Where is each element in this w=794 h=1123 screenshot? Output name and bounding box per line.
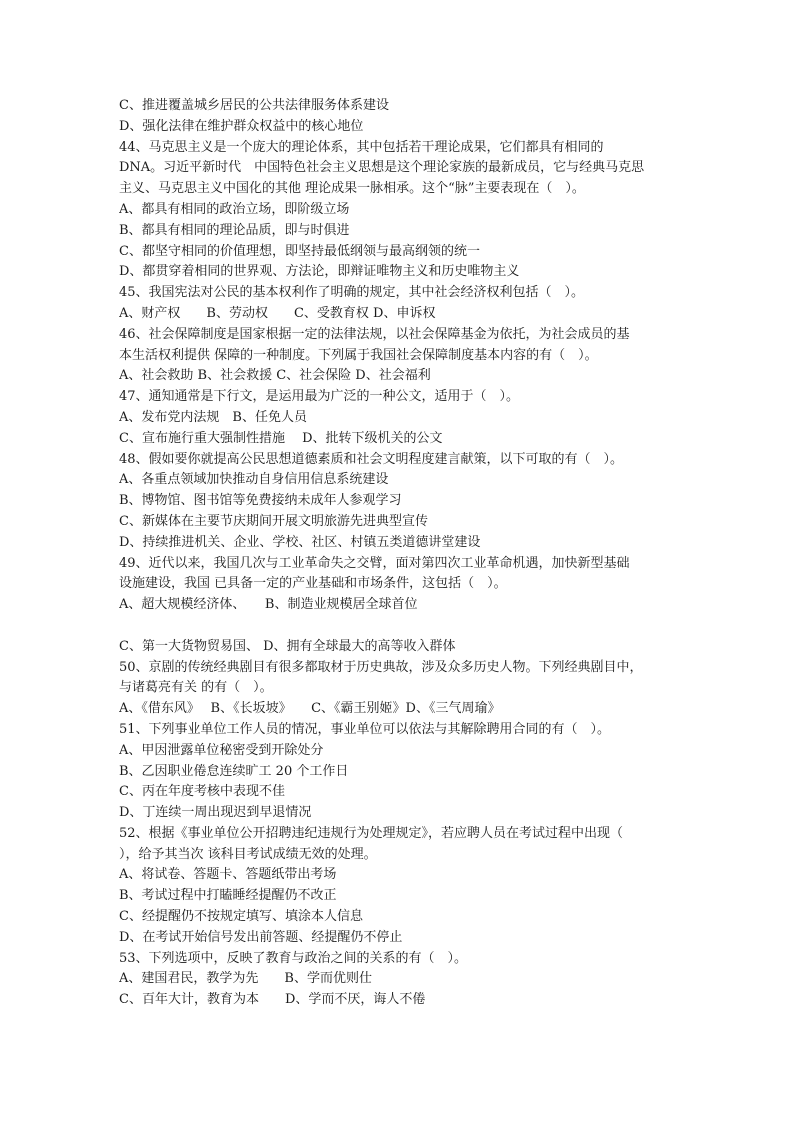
text-line: 设施建设，我国 已具备一定的产业基础和市场条件，这包括（ ）。 [119, 576, 507, 592]
text-line: 46、社会保障制度是国家根据一定的法律法规，以社会保障基金为依托，为社会成员的基 [119, 326, 630, 342]
text-line: B、乙因职业倦怠连续旷工 20 个工作日 [119, 763, 349, 779]
text-line: 52、根据《事业单位公开招聘违纪违规行为处理规定》，若应聘人员在考试过程中出现（ [119, 825, 624, 841]
text-line: A、社会救助 B、社会救援 C、社会保险 D、社会福利 [119, 368, 431, 384]
text-line: A、各重点领域加快推动自身信用信息系统建设 [119, 472, 389, 488]
text-line: D、强化法律在维护群众权益中的核心地位 [119, 118, 364, 134]
text-line: B、考试过程中打瞌睡经提醒仍不改正 [119, 888, 337, 904]
text-line: 51、下列事业单位工作人员的情况，事业单位可以依法与其解除聘用合同的有（ ）。 [119, 721, 611, 737]
text-line: D、持续推进机关、企业、学校、社区、村镇五类道德讲堂建设 [119, 534, 481, 550]
text-line: A、发布党内法规 B、任免人员 [119, 409, 307, 425]
text-line: ），给予其当次 该科目考试成绩无效的处理。 [119, 846, 377, 862]
text-line: DNA。习近平新时代 中国特色社会主义思想是这个理论家族的最新成员，它与经典马克思 [119, 160, 645, 176]
text-line: 53、下列选项中，反映了教育与政治之间的关系的有（ ）。 [119, 950, 468, 966]
text-line: 本生活权利提供 保障的一种制度。下列属于我国社会保障制度基本内容的有（ ）。 [119, 347, 598, 363]
text-line: 44、马克思主义是一个庞大的理论体系，其中包括若干理论成果，它们都具有相同的 [119, 139, 604, 155]
document-body [119, 96, 679, 1011]
text-line: B、博物馆、图书馆等免费接纳未成年人参观学习 [119, 493, 402, 509]
text-line: 与诸葛亮有关 的有（ ）。 [119, 680, 273, 696]
text-line: D、在考试开始信号发出前答题、经提醒仍不停止 [119, 929, 403, 945]
text-line: 50、京剧的传统经典剧目有很多都取材于历史典故，涉及众多历史人物。下列经典剧目中， [119, 659, 643, 675]
text-line: C、经提醒仍不按规定填写、填涂本人信息 [119, 909, 363, 925]
text-line: A、《借东风》 B、《长坂坡》 C、《霸王别姬》D、《三气周瑜》 [119, 701, 501, 717]
text-line: 45、我国宪法对公民的基本权利作了明确的规定，其中社会经济权利包括（ ）。 [119, 285, 585, 301]
text-line: 48、假如要你就提高公民思想道德素质和社会文明程度建言献策，以下可取的有（ ）。 [119, 451, 624, 467]
text-line: C、新媒体在主要节庆期间开展文明旅游先进典型宣传 [119, 513, 428, 529]
text-line: A、建国君民，教学为先 B、学而优则仕 [119, 971, 372, 987]
text-line: A、甲因泄露单位秘密受到开除处分 [119, 742, 324, 758]
text-line: C、推进覆盖城乡居民的公共法律服务体系建设 [119, 98, 389, 113]
text-line: C、第一大货物贸易国、 D、拥有全球最大的高等收入群体 [119, 638, 456, 654]
text-line: C、丙在年度考核中表现不佳 [119, 784, 285, 800]
text-line: D、都贯穿着相同的世界观、方法论，即辩证唯物主义和历史唯物主义 [119, 264, 520, 280]
text-line: C、都坚守相同的价值理想，即坚持最低纲领与最高纲领的统一 [119, 243, 480, 259]
text-line: 47、通知通常是下行文，是运用最为广泛的一种公文，适用于（ ）。 [119, 389, 520, 405]
text-line: B、都具有相同的理论品质，即与时俱进 [119, 222, 350, 238]
text-line: A、财产权 B、劳动权 C、受教育权 D、申诉权 [119, 305, 436, 321]
text-line: C、宣布施行重大强制性措施 D、批转下级机关的公文 [119, 430, 443, 446]
text-line: A、都具有相同的政治立场，即阶级立场 [119, 201, 350, 217]
text-line: A、将试卷、答题卡、答题纸带出考场 [119, 867, 337, 883]
text-line: 主义、马克思主义中国化的其他 理论成果一脉相承。这个“脉”主要表现在（ ）。 [119, 181, 585, 197]
text-line: 49、近代以来，我国几次与工业革命失之交臂，面对第四次工业革命机遇，加快新型基础 [119, 555, 630, 571]
text-line: A、超大规模经济体、 B、制造业规模居全球首位 [119, 597, 418, 613]
text-line: D、丁连续一周出现迟到早退情况 [119, 805, 312, 821]
blank-line [119, 616, 679, 637]
text-line: C、百年大计，教育为本 D、学而不厌，诲人不倦 [119, 992, 426, 1008]
